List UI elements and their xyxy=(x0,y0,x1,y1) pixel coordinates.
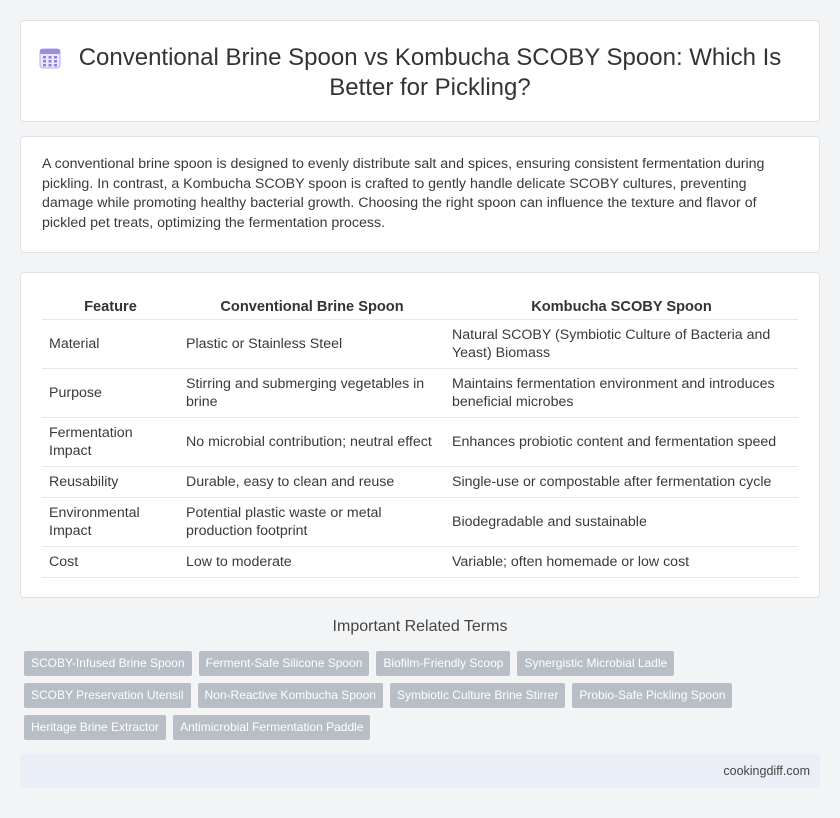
footer xyxy=(20,754,820,788)
related-term-tag[interactable]: Biofilm-Friendly Scoop xyxy=(376,651,510,676)
footer-site-link[interactable]: cookingdiff.com xyxy=(723,764,810,778)
summary-card xyxy=(20,136,820,253)
cell-conventional: Plastic or Stainless Steel xyxy=(179,319,445,368)
cell-feature: Material xyxy=(42,319,179,368)
related-terms-heading: Important Related Terms xyxy=(332,618,508,635)
table-row xyxy=(42,319,798,368)
cell-conventional: Low to moderate xyxy=(179,546,445,577)
cell-feature: Purpose xyxy=(42,368,179,417)
related-term-tag[interactable]: Antimicrobial Fermentation Paddle xyxy=(173,715,370,740)
related-term-tag[interactable]: Synergistic Microbial Ladle xyxy=(517,651,674,676)
page-title: Conventional Brine Spoon vs Kombucha SCOBY Spoon: Which Is Better for Pickling? xyxy=(78,44,782,101)
related-term-tag[interactable]: Probio-Safe Pickling Spoon xyxy=(572,683,732,708)
header-feature: Feature xyxy=(42,295,179,319)
comparison-card xyxy=(20,272,820,598)
table-row xyxy=(42,466,798,497)
cell-feature: Environmental Impact xyxy=(42,497,179,546)
cell-feature: Reusability xyxy=(42,466,179,497)
table-header-row xyxy=(42,295,798,319)
cell-conventional: Potential plastic waste or metal production footprint xyxy=(179,497,445,546)
table-row xyxy=(42,546,798,577)
related-term-tag[interactable]: Heritage Brine Extractor xyxy=(24,715,166,740)
cell-kombucha: Maintains fermentation environment and introduces beneficial microbes xyxy=(445,368,798,417)
related-term-tag[interactable]: SCOBY-Infused Brine Spoon xyxy=(24,651,192,676)
cell-kombucha: Variable; often homemade or low cost xyxy=(445,546,798,577)
summary-paragraph: A conventional brine spoon is designed to evenly distribute salt and spices, ensuring consistent fermentation during pickling. In contrast, a Kombucha SCOBY spoon is crafted to gently handle delicate SCOBY cultures, preventing damage while promoting healthy bacterial growth. Choosing the right spoon can influence the texture and flavor of pickled pet treats, optimizing the fermentation process. xyxy=(42,156,765,231)
title-card xyxy=(20,20,820,122)
related-term-tag[interactable]: Non-Reactive Kombucha Spoon xyxy=(198,683,383,708)
cell-kombucha: Single-use or compostable after fermentation cycle xyxy=(445,466,798,497)
header-kombucha: Kombucha SCOBY Spoon xyxy=(445,295,798,319)
cell-feature: Cost xyxy=(42,546,179,577)
related-terms-list xyxy=(24,651,784,747)
cell-conventional: Stirring and submerging vegetables in brine xyxy=(179,368,445,417)
cell-kombucha: Biodegradable and sustainable xyxy=(445,497,798,546)
cell-kombucha: Enhances probiotic content and fermentation speed xyxy=(445,417,798,466)
related-term-tag[interactable]: Ferment-Safe Silicone Spoon xyxy=(199,651,370,676)
cell-kombucha: Natural SCOBY (Symbiotic Culture of Bacteria and Yeast) Biomass xyxy=(445,319,798,368)
table-row xyxy=(42,368,798,417)
cell-feature: Fermentation Impact xyxy=(42,417,179,466)
header-conventional: Conventional Brine Spoon xyxy=(179,295,445,319)
comparison-table xyxy=(42,295,798,578)
cell-conventional: No microbial contribution; neutral effect xyxy=(179,417,445,466)
related-term-tag[interactable]: SCOBY Preservation Utensil xyxy=(24,683,191,708)
cell-conventional: Durable, easy to clean and reuse xyxy=(179,466,445,497)
table-row xyxy=(42,497,798,546)
calendar-grid-icon xyxy=(39,47,61,69)
related-term-tag[interactable]: Symbiotic Culture Brine Stirrer xyxy=(390,683,565,708)
table-row xyxy=(42,417,798,466)
